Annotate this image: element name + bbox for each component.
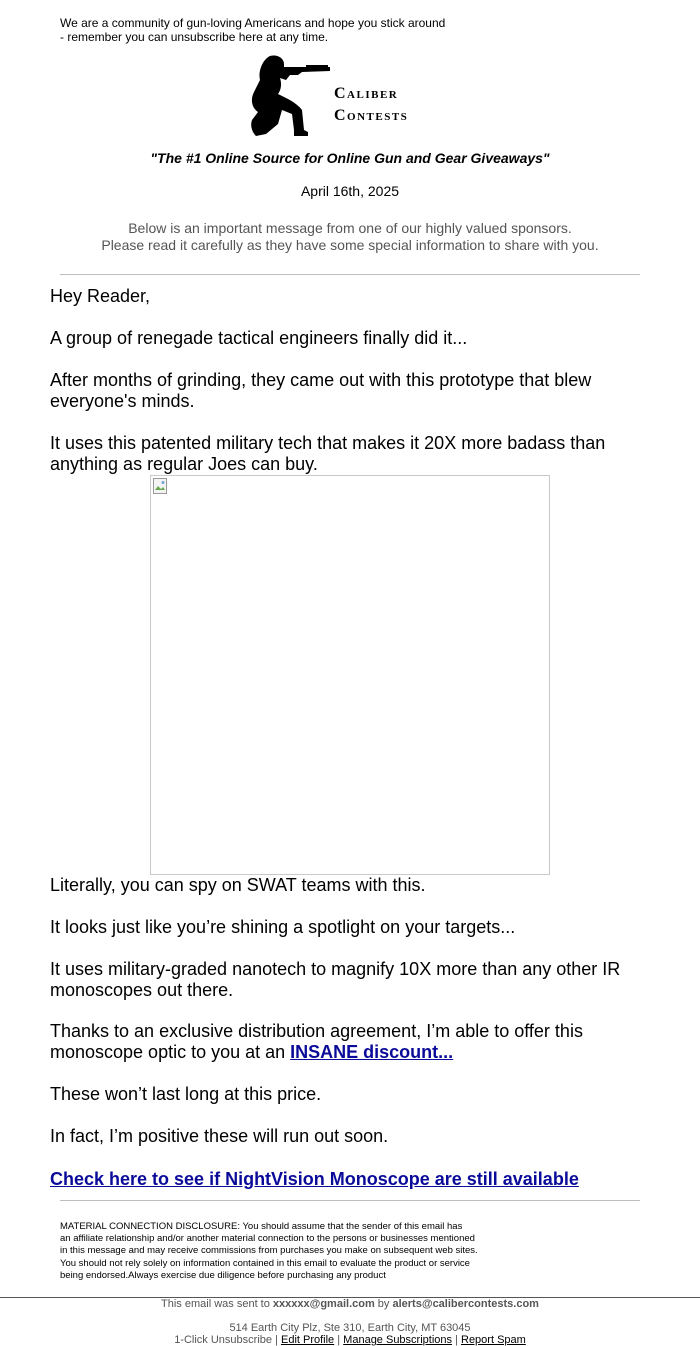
broken-image-icon [153,478,167,494]
disclosure-line: You should not rely solely on information contained in this email to evaluate the product or service [60,1257,470,1269]
intro-line-2: - remember you can unsubscribe here at any time. [60,30,329,44]
paragraph-6: It uses military-graded nanotech to magnify 10X more than any other IR monoscopes out there. [50,959,621,1000]
paragraph-5: It looks just like you’re shining a spotlight on your targets... [50,917,516,937]
paragraph-3: It uses this patented military tech that makes it 20X more badass than anything as regular Joes can buy. [50,433,606,474]
footer-address: 514 Earth City Plz, Ste 310, Earth City, MT 63045 [229,1322,471,1334]
footer-separator: | [452,1334,461,1346]
tagline: "The #1 Online Source for Online Gun and Gear Giveaways" [150,150,550,166]
footer-by: by [374,1298,393,1310]
one-click-unsubscribe-link[interactable]: 1-Click Unsubscribe [174,1334,272,1346]
paragraph-7 [50,1021,650,1063]
divider [60,1200,640,1201]
caliber-contests-logo [246,54,456,140]
footer-separator: | [272,1334,281,1346]
footer-links [0,1334,700,1346]
disclosure-line: in this message and may receive commissions from purchases you make on subsequent web sites. [60,1245,478,1257]
divider [60,274,640,275]
disclosure-line: MATERIAL CONNECTION DISCLOSURE: You should assume that the sender of this email has [60,1221,463,1232]
disclosure-line: an affiliate relationship and/or another material connection to the persons or businesses mentioned [60,1233,475,1245]
recipient-email: xxxxxx@gmail.com [272,1298,375,1310]
paragraph-9: In fact, I’m positive these will run out soon. [50,1126,389,1146]
insane-discount-link[interactable]: INSANE discount... [290,1042,454,1062]
sponsor-note-line-2: Please read it carefully as they have some special information to share with you. [101,237,599,253]
footer-sent-prefix: This email was sent to [161,1298,273,1310]
intro-line-1: We are a community of gun-loving Americans and hope you stick around [60,16,446,30]
sender-email: alerts@calibercontests.com [392,1298,539,1310]
material-disclosure [60,1221,505,1282]
sponsor-note [0,220,700,254]
disclosure-line: being endorsed.Always exercise due diligence before purchasing any product [60,1269,386,1281]
paragraph-7-text: Thanks to an exclusive distribution agreement, I’m able to offer this monoscope optic to you at an [50,1021,583,1062]
issue-date: April 16th, 2025 [300,183,400,199]
footer-separator: | [334,1334,344,1346]
availability-cta-link[interactable]: Check here to see if NightVision Monoscope are still available [50,1169,579,1189]
paragraph-1: A group of renegade tactical engineers finally did it... [50,328,468,348]
manage-subscriptions-link[interactable]: Manage Subscriptions [343,1334,453,1346]
brand-name-line-1: Caliber [334,85,399,102]
paragraph-2: After months of grinding, they came out with this prototype that blew everyone's minds. [50,370,592,411]
paragraph-4: Literally, you can spy on SWAT teams with this. [50,875,426,895]
sponsor-note-line-1: Below is an important message from one of our highly valued sponsors. [128,220,572,236]
greeting: Hey Reader, [50,286,151,306]
product-image[interactable] [150,475,550,875]
intro-text [60,16,460,44]
footer-sent-to [0,1298,700,1310]
paragraph-8: These won’t last long at this price. [50,1084,322,1104]
brand-name-line-2: Contests [334,107,409,124]
edit-profile-link[interactable]: Edit Profile [280,1334,335,1346]
report-spam-link[interactable]: Report Spam [461,1334,526,1346]
